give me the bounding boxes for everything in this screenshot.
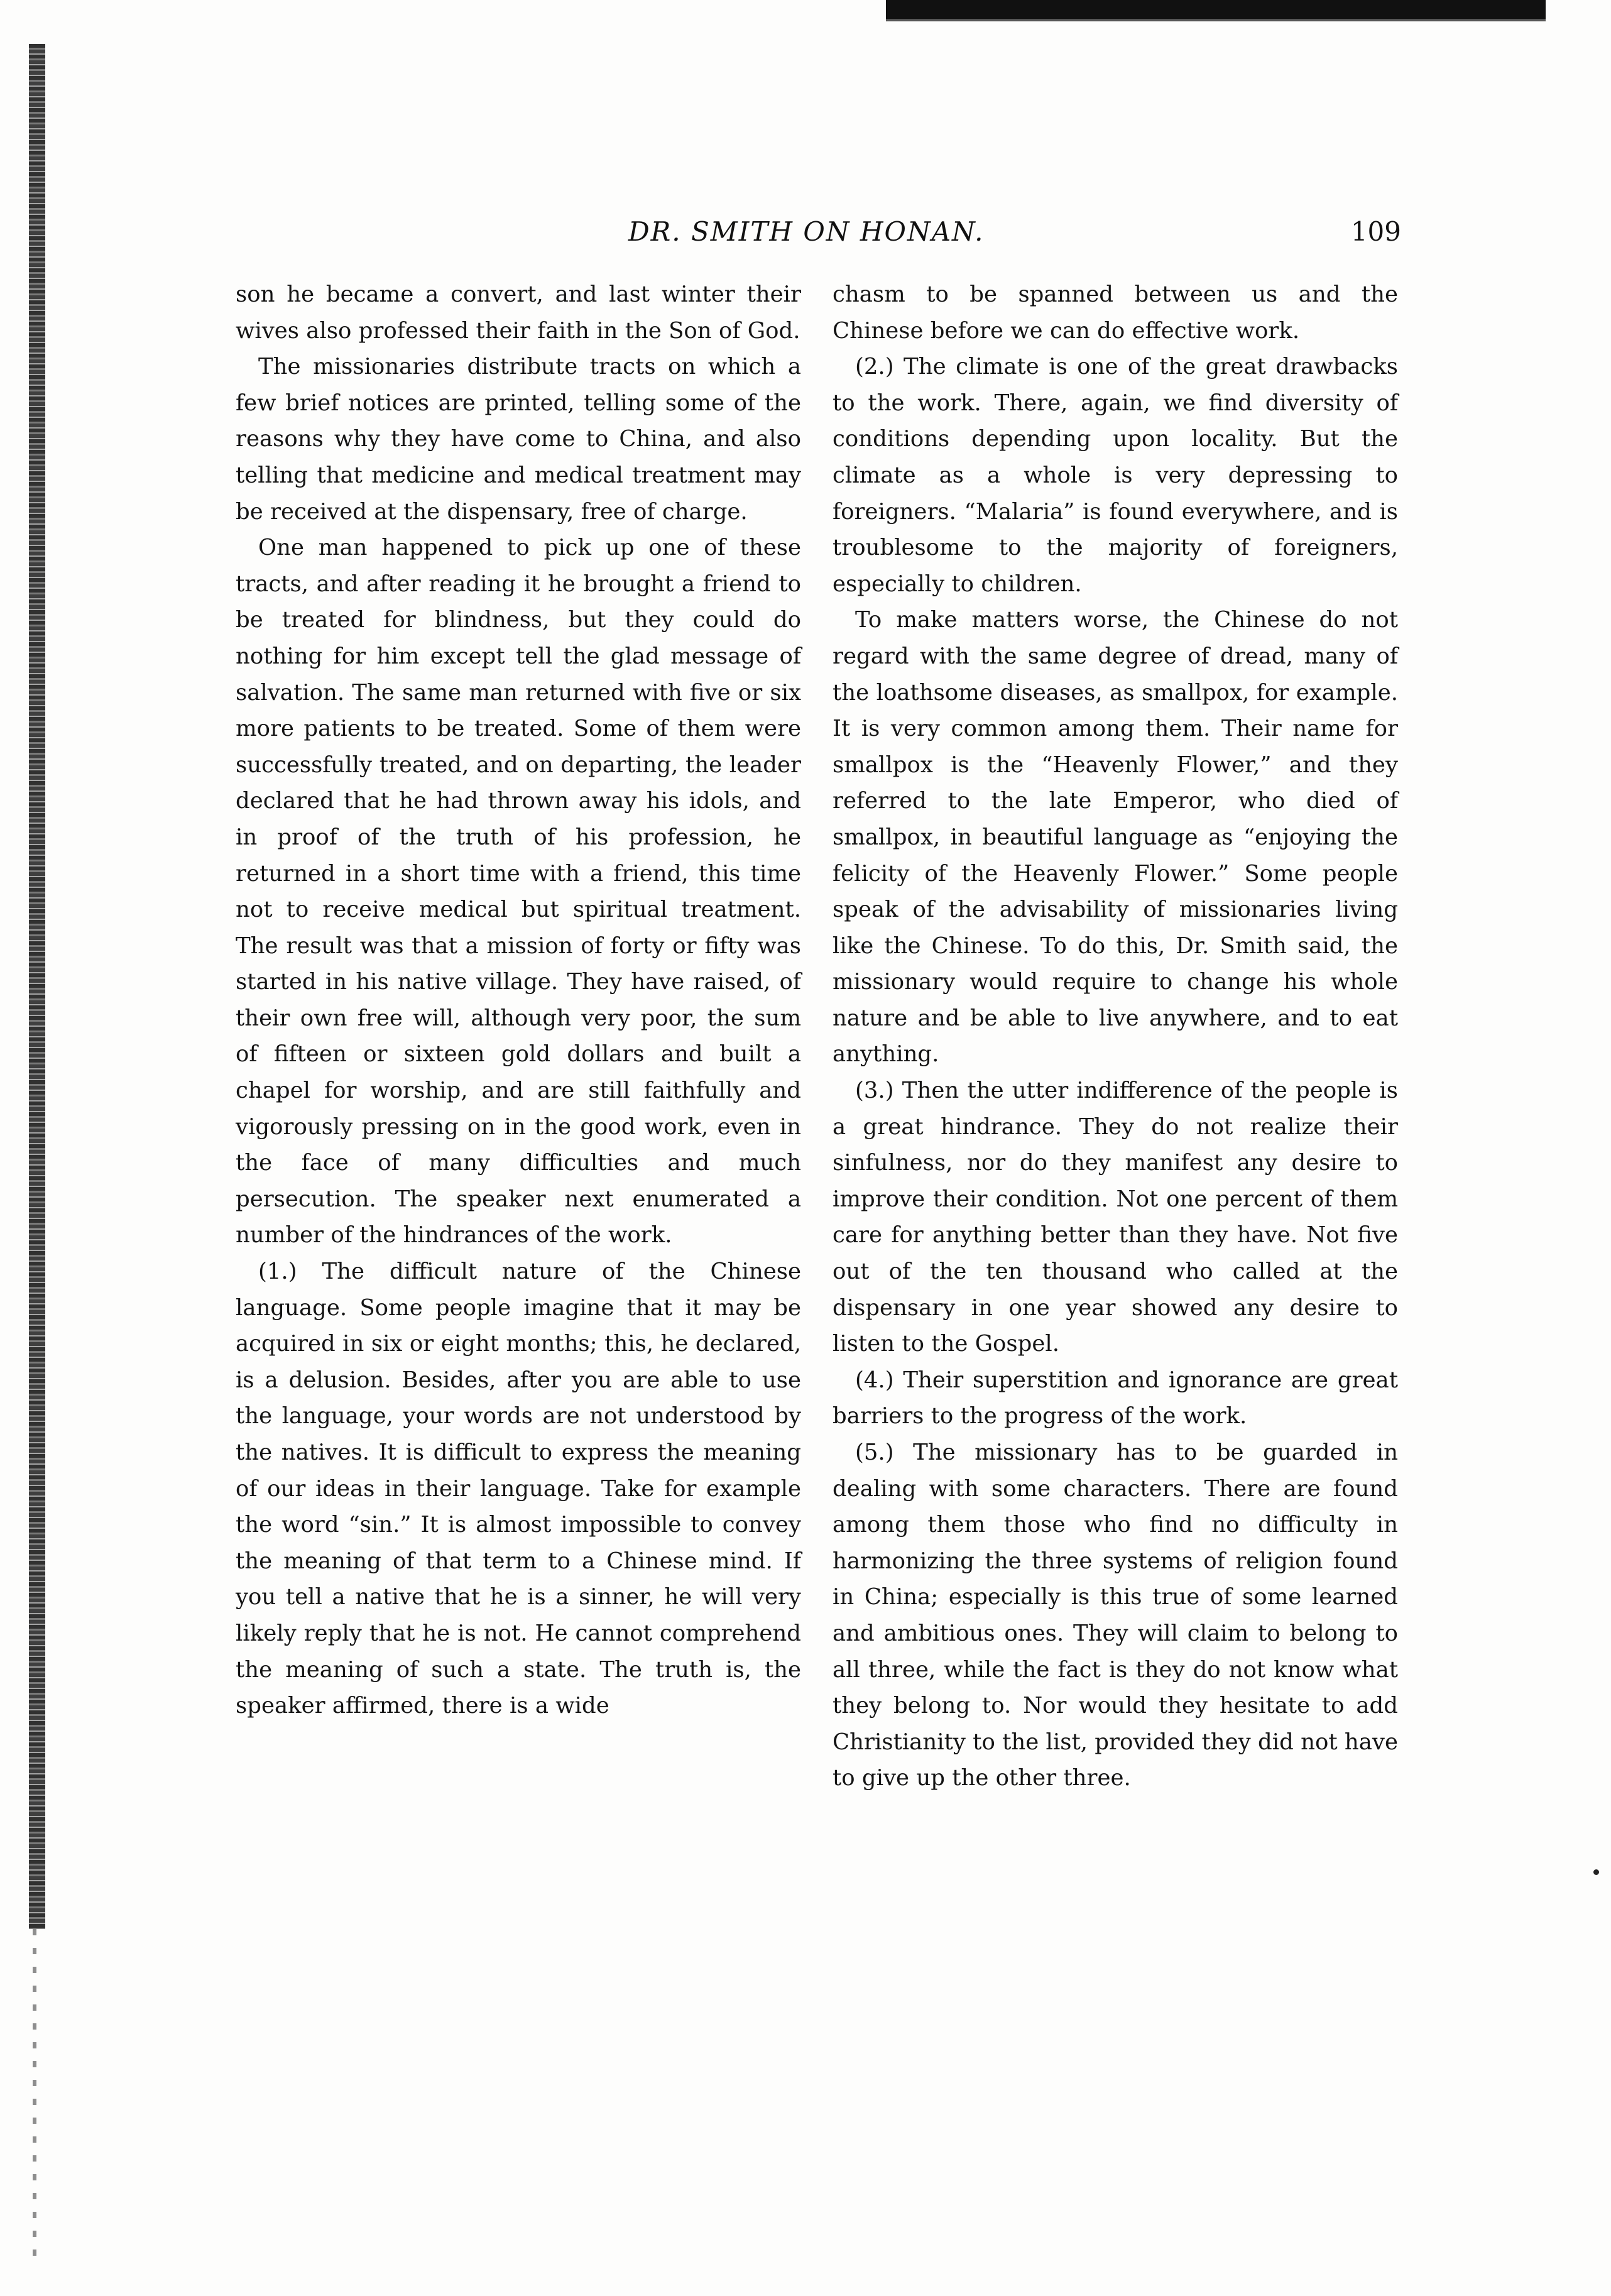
paragraph: (3.) Then the utter indifference of the people is a great hindrance. They do not realize their sinfulness, nor do they manifest any desire to improve their condition. Not one percent of them care for anything better than they have. Not five out of the ten thousand who called at the dispensary in one year showed any desire to listen to the Gospel. (833, 1078, 1398, 1357)
top-rule (886, 0, 1546, 19)
right-column (833, 276, 1398, 1796)
paragraph: (4.) Their superstition and ignorance are great barriers to the progress of the work. (833, 1367, 1398, 1430)
running-head: DR. SMITH ON HONAN. (628, 216, 985, 247)
page-number: 109 (1350, 216, 1401, 247)
top-rule-thin (886, 19, 1546, 21)
paragraph: (2.) The climate is one of the great drawbacks to the work. There, again, we find diversity of conditions depending upon locality. But the climate as a whole is very depressing to foreigners. “Malaria” is found everywhere, and is troublesome to the majority of foreigners, especially to children. (833, 354, 1398, 597)
left-column (236, 276, 801, 1724)
scan-speck (1593, 1869, 1599, 1875)
paragraph: One man happened to pick up one of these tracts, and after reading it he brought a friend to be treated for blindness, but they could do nothing for him except tell the glad message of salvation. The same man returned with five or six more patients to be treated. Some of them were successfully treated, and on departing, the leader declared that he had thrown away his idols, and in proof of the truth of his profession, he returned in a short time with a friend, this time not to receive medical but spiritual treatment. The result was that a mission of forty or fifty was started in his native village. They have raised, of their own free will, although very poor, the sum of fifteen or sixteen gold dollars and built a chapel for worship, and are still faithfully and vigorously pressing on in the good work, even in the face of many difficulties and much persecution. The speaker next enumerated a number of the hindrances of the work. (236, 535, 801, 1249)
page-header (226, 216, 1401, 260)
paragraph: son he became a convert, and last winter their wives also professed their faith in the Son of God. (236, 282, 801, 344)
paragraph: (5.) The missionary has to be guarded in dealing with some characters. There are found among them those who find no difficulty in harmonizing the three systems of religion found in China; especially is this true of some learned and ambitious ones. They will claim to belong to all three, while the fact is they do not know what they belong to. Nor would they hesitate to add Christianity to the list, provided they did not have to give up the other three. (833, 1440, 1398, 1791)
paragraph: The missionaries distribute tracts on which a few brief notices are printed, telling some of the reasons why they have come to China, and also telling that medicine and medical treatment may be received at the dispensary, free of charge. (236, 354, 801, 525)
paragraph: (1.) The difficult nature of the Chinese language. Some people imagine that it may be acquired in six or eight months; this, he declared, is a delusion. Besides, after you are able to use the language, your words are not understood by the natives. It is difficult to express the meaning of our ideas in their language. Take for example the word “sin.” It is almost impossible to convey the meaning of that term to a Chinese mind. If you tell a native that he is a sinner, he will very likely reply that he is not. He cannot comprehend the meaning of such a state. The truth is, the speaker affirmed, there is a wide (236, 1259, 801, 1719)
paragraph: chasm to be spanned between us and the Chinese before we can do effective work. (833, 282, 1398, 344)
binding-edge (29, 44, 45, 1929)
binding-edge-lower (33, 1929, 36, 2256)
paragraph: To make matters worse, the Chinese do not regard with the same degree of dread, many of the loathsome diseases, as smallpox, for example. It is very common among them. Their name for smallpox is the “Heavenly Flower,” and they referred to the late Emperor, who died of smallpox, in beautiful language as “enjoying the felicity of the Heavenly Flower.” Some people speak of the advisability of missionaries living like the Chinese. To do this, Dr. Smith said, the missionary would require to change his whole nature and be able to live anywhere, and to eat anything. (833, 607, 1398, 1068)
